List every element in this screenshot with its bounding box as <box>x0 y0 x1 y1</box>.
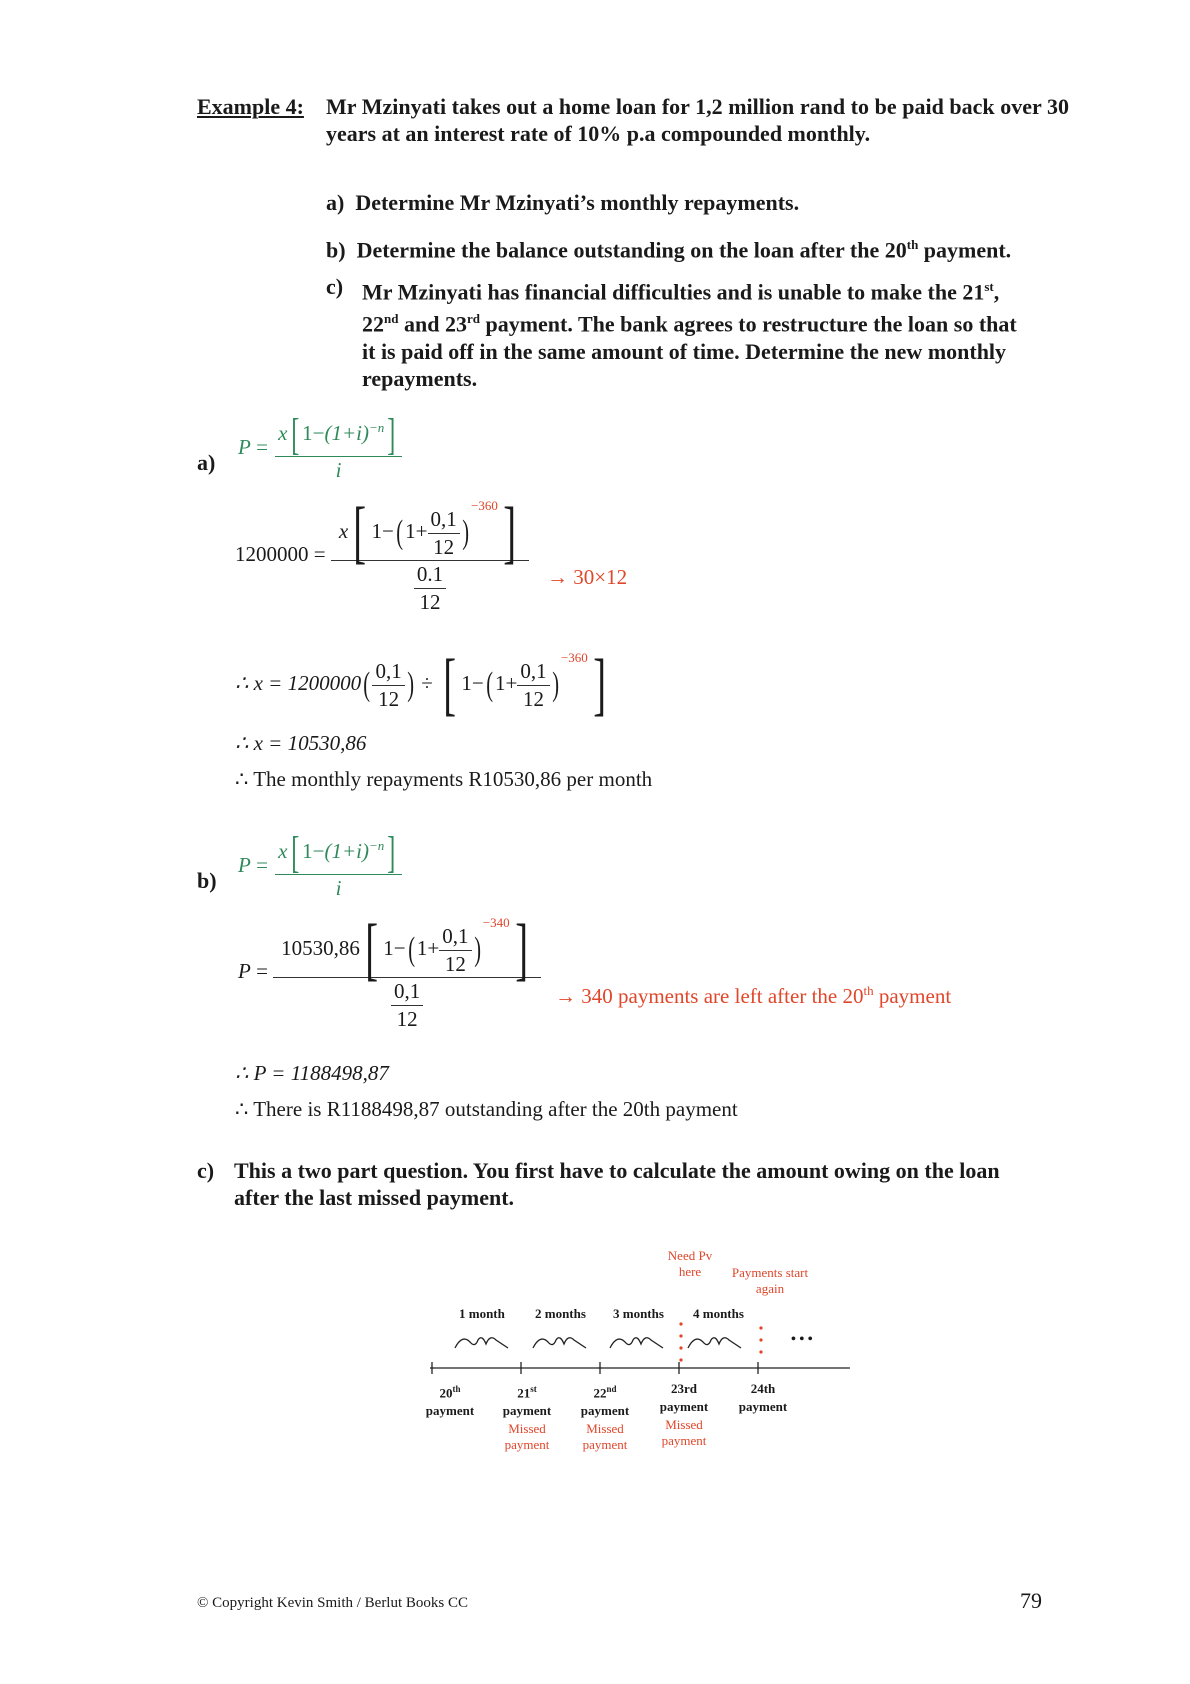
question-c: Mr Mzinyati has financial difficulties and is unable to make the 21st, 22nd and 23rd payment. The bank agrees to restructure the loan so that it is paid off in the same amount of time. Determine the new monthly repayments. <box>362 279 1017 391</box>
part-b-label: b) <box>197 868 217 893</box>
part-a-conclusion: ∴ The monthly repayments R10530,86 per month <box>235 767 653 791</box>
part-b-conclusion: ∴ There is R1188498,87 outstanding after the 20th payment <box>235 1097 738 1121</box>
interval-3: 3 months <box>613 1306 664 1321</box>
part-a-label: a) <box>197 450 216 475</box>
interval-1: 1 month <box>459 1306 505 1321</box>
example-intro: Mr Mzinyati takes out a home loan for 1,2 million rand to be paid back over 30 years at an interest rate of 10% p.a compounded monthly. <box>326 94 1069 146</box>
footer-copyright: © Copyright Kevin Smith / Berlut Books CC <box>197 1595 468 1611</box>
part-c-label: c) <box>197 1158 215 1183</box>
example-label: Example 4: <box>197 94 304 119</box>
timeline-point-21: 21st payment Missed payment <box>502 1384 552 1453</box>
part-b-note: → 340 payments are left after the 20th payment <box>555 983 952 1008</box>
part-c-text: This a two part question. You first have to calculate the amount owing on the loan after the last missed payment. <box>234 1158 1000 1210</box>
part-b-result: ∴ P = 1188498,87 <box>235 1061 389 1085</box>
part-a-formula: P = $\frac{x[ 1-(1+i)^{-n}]}{i}$ <box>238 415 402 483</box>
page-number: 79 <box>1020 1588 1042 1613</box>
part-a-note: → 30×12 <box>547 565 628 589</box>
timeline-point-20: 20th payment <box>425 1384 475 1419</box>
part-a-step2: ∴ x = 1200000( $\frac{0,1}{12}$ ) ÷ [ 1−( 1+ $\frac{0,1}{12}$ )$^{-360}$] <box>235 646 606 724</box>
interval-4: 4 months <box>693 1306 744 1321</box>
payments-start-label: Payments start again <box>731 1265 809 1296</box>
need-pv-label: Need Pv here <box>667 1248 713 1279</box>
part-b-substitution: P = 10530,86[ 1−( 1+ $\frac{0,1}{12}$ )$^{-340}$] $\frac{0,1}{12}$ <box>238 915 541 1032</box>
question-a: a) Determine Mr Mzinyati’s monthly repayments. <box>326 190 800 215</box>
timeline-point-23: 23rd payment Missed payment <box>659 1381 709 1448</box>
wave-arrows <box>455 1338 741 1348</box>
question-c-letter: c) <box>326 274 344 299</box>
part-a-substitution: 1200000 = x[ 1−( 1+ $\frac{0,1}{12}$ )$^{-360}$] $\frac{0.1}{12}$ <box>235 498 529 615</box>
interval-2: 2 months <box>535 1306 586 1321</box>
part-a-result: ∴ x = 10530,86 <box>235 731 367 755</box>
timeline-point-22: 22nd payment Missed payment <box>580 1384 630 1453</box>
question-b: b) Determine the balance outstanding on the loan after the 20th payment. <box>326 237 1012 263</box>
timeline-ellipsis: • • • <box>791 1332 813 1347</box>
timeline-point-24: 24th payment <box>738 1381 788 1414</box>
timeline-graphic <box>420 1320 860 1380</box>
part-b-formula: P = $\frac{x[ 1-(1+i)^{-n}]}{i}$ <box>238 833 402 901</box>
